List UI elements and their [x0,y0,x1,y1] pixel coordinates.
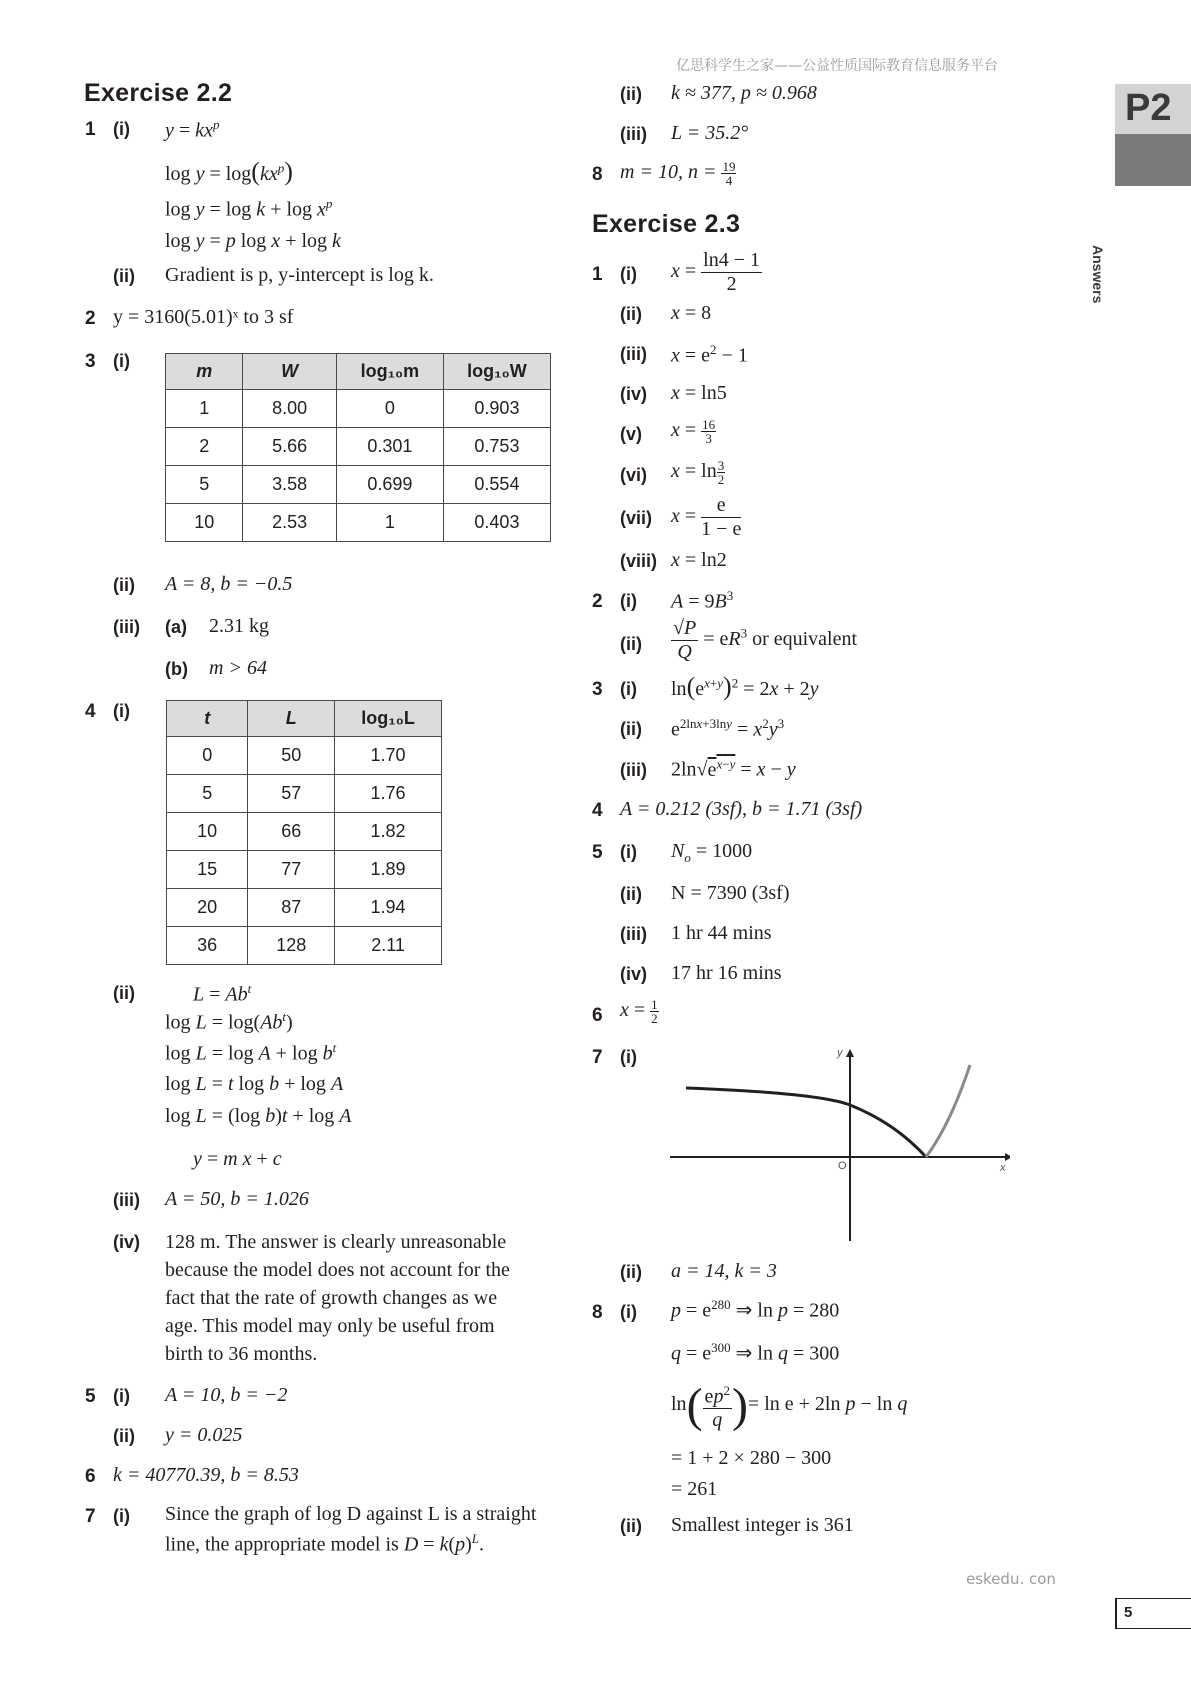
answer-text: Gradient is p, y-intercept is log k. [165,264,434,286]
watermark-text: 亿思科学生之家——公益性质国际教育信息服务平台 [676,58,998,74]
subpart-label: (b) [165,659,188,679]
table-header: L [248,701,335,737]
question-number: 2 [85,308,96,329]
table-cell: 2.53 [243,504,336,542]
question-number: 3 [85,351,96,372]
answer-equation: $\log L = \log A + \log b^t$ [165,1040,337,1065]
curve-reflected [926,1065,970,1157]
table-cell: 36 [167,927,248,965]
table-cell: 0.301 [336,428,443,466]
part-label: (iv) [113,1232,140,1252]
table-header: W [243,354,336,390]
part-label: (i) [113,1386,130,1406]
answer-text: y = 3160(5.01)ˣ to 3 sf [113,306,294,328]
answer-equation: ln( $\frac{ep^2}{q}$ )= ln e + 2ln p − ln q [671,1379,908,1432]
part-label: (ii) [620,719,642,739]
answer-equation: $\log L = \log(Ab^t)$ [165,1009,293,1034]
answer-equation: x = ln2 [671,549,727,571]
answer-equation: $x = e^2 - 1$ [671,342,748,367]
answer-text: 2.31 kg [209,615,269,637]
table-cell: 1.76 [335,775,442,813]
table-row [167,737,442,775]
answer-equation: $\frac{√P}{Q}$ = $eR^3$ or equivalent [673,617,858,663]
answer-equation: $\log y = \log k + \log x^p$ [165,196,333,221]
x-axis-label: x [1000,1162,1006,1174]
origin-label: O [838,1160,847,1172]
answer-text: = 1 + 2 × 280 − 300 [671,1447,832,1469]
x-axis-arrow [1005,1153,1010,1161]
answer-equation: $p = e^{280}$ ⇒ ln p = 280 [671,1297,840,1322]
answer-text: Smallest integer is 361 [671,1514,854,1536]
table-cell: 1.89 [335,851,442,889]
part-label: (i) [620,591,637,611]
answer-text: N = 7390 (3sf) [671,882,790,904]
part-label: (vii) [620,508,653,528]
table-cell: 1 [336,504,443,542]
question-number: 8 [592,1302,603,1323]
question-number: 5 [85,1386,96,1407]
footer-rule-vertical [1115,1598,1117,1628]
table-row [166,428,551,466]
fraction: $\frac{19}{4}$ [722,159,736,188]
subpart-label: (a) [165,617,187,637]
answer-text: A = 50, b = 1.026 [165,1188,309,1210]
table-header: m [166,354,243,390]
part-label: (iii) [620,924,647,944]
answer-equation: x = $\frac{16}{3}$ [671,417,716,446]
part-label: (iv) [620,384,647,404]
answer-equation: $A = 9B^3$ [671,588,734,613]
table-cell: 50 [248,737,335,775]
question-number: 2 [592,591,603,612]
answer-text: y = 0.025 [165,1424,243,1446]
question-number: 4 [85,701,96,722]
footer-rule [1115,1598,1191,1599]
table-cell: 15 [167,851,248,889]
y-axis-arrow [846,1049,854,1057]
section-tab-bar [1115,134,1191,186]
footer-rule-bottom [1115,1628,1191,1629]
answer-equation: log L = (log b)t + log A [165,1105,352,1127]
part-label: (ii) [620,84,642,104]
question-number: 4 [592,800,603,821]
answer-text: k = 40770.39, b = 8.53 [113,1464,299,1486]
table-row [166,504,551,542]
table-cell: 3.58 [243,466,336,504]
answer-text: A = 10, b = −2 [165,1384,288,1406]
question-number: 1 [592,264,603,285]
table-cell: 2 [166,428,243,466]
table-header: log₁₀W [443,354,550,390]
table-cell: 5 [167,775,248,813]
answer-equation: x = ln5 [671,382,727,404]
paragraph-line: age. This model may only be useful from [165,1315,495,1337]
part-label: (iii) [113,617,140,637]
table-row [166,390,551,428]
answer-text: or equivalent [752,628,858,651]
table-cell: 8.00 [243,390,336,428]
table-cell: 20 [167,889,248,927]
answer-equation: log L = t log b + log A [165,1073,344,1095]
answer-equation [620,160,736,187]
paragraph-line: fact that the rate of growth changes as we [165,1287,498,1309]
answer-text: = 261 [671,1478,718,1500]
table-cell: 0.554 [443,466,550,504]
answer-equation: $L = Ab^t$ [193,981,252,1006]
section-code: P2 [1125,87,1172,129]
table-cell: 0.753 [443,428,550,466]
answer-equation: $y = kx^p$ [165,117,220,142]
table-cell: 5 [166,466,243,504]
answer-equation: x = $\frac{e}{1 - e}$ [671,494,742,540]
section-label: Answers [1090,245,1106,304]
answer-equation: $2\ln√e^{x-y} = x - y$ [671,756,796,781]
part-label: (ii) [620,304,642,324]
table-row [167,927,442,965]
answer-equation: x = 8 [671,302,712,324]
answer-text: 1 hr 44 mins [671,922,772,944]
part-label: (iii) [620,344,647,364]
part-label: (i) [620,1047,637,1067]
part-label: (i) [113,119,130,139]
answer-paragraph [165,1229,565,1369]
answer-text: m = 10, n = [620,161,717,184]
table-header: t [167,701,248,737]
question-number: 3 [592,679,603,700]
part-label: (i) [113,351,130,371]
part-label: (ii) [620,1262,642,1282]
table-row [167,889,442,927]
table-cell: 1.82 [335,813,442,851]
data-table-q4 [166,700,442,965]
table-cell: 66 [248,813,335,851]
answer-text: k ≈ 377, p ≈ 0.968 [671,82,817,104]
table-cell: 0.903 [443,390,550,428]
question-number: 6 [592,1005,603,1026]
table-header: log₁₀m [336,354,443,390]
table-cell: 2.11 [335,927,442,965]
part-label: (v) [620,424,642,444]
table-cell: 0 [167,737,248,775]
table-cell: 57 [248,775,335,813]
part-label: (viii) [620,551,658,571]
answer-text: 17 hr 16 mins [671,962,782,984]
curve-decay [686,1088,926,1157]
sketch-graph [670,1045,1010,1241]
question-number: 1 [85,119,96,140]
table-cell: 87 [248,889,335,927]
table-cell: 5.66 [243,428,336,466]
answer-text: A = 8, b = −0.5 [165,573,293,595]
answer-text: L = 35.2° [671,122,749,144]
answer-text: a = 14, k = 3 [671,1260,777,1282]
part-label: (iii) [113,1190,140,1210]
table-cell: 1.70 [335,737,442,775]
answer-equation: x = ln $\frac{3}{2}$ [671,458,725,487]
part-label: (i) [113,1506,130,1526]
question-number: 5 [592,842,603,863]
paragraph-line: birth to 36 months. [165,1343,318,1365]
answer-equation: $q = e^{300}$ ⇒ ln q = 300 [671,1340,840,1365]
part-label: (ii) [620,1516,642,1536]
part-label: (i) [620,1302,637,1322]
part-label: (ii) [113,575,135,595]
table-cell: 10 [167,813,248,851]
answer-equation: log y = p log x + log k [165,230,341,252]
answer-text: Since the graph of log D against L is a straight [165,1503,537,1525]
part-label: (ii) [113,983,135,1003]
answer-text: m > 64 [209,657,267,679]
table-cell: 0 [336,390,443,428]
part-label: (vi) [620,465,647,485]
part-label: (iii) [620,760,647,780]
answer-equation: y = m x + c [193,1148,282,1170]
exercise-2-3-title: Exercise 2.3 [592,210,741,238]
table-cell: 77 [248,851,335,889]
answer-text: A = 0.212 (3sf), b = 1.71 (3sf) [620,798,863,820]
part-label: (ii) [113,266,135,286]
answer-equation: $e^{2lnx+3lny} = x^2y^3$ [671,716,785,741]
y-axis-label: y [837,1047,843,1059]
part-label: (iv) [620,964,647,984]
table-row [166,466,551,504]
table-row [167,775,442,813]
table-cell: 10 [166,504,243,542]
part-label: (i) [620,842,637,862]
answer-equation: x = $\frac{\ln 4 - 1}{2}$ [671,249,761,295]
question-number: 8 [592,164,603,185]
part-label: (i) [113,701,130,721]
table-row [167,851,442,889]
table-cell: 128 [248,927,335,965]
part-label: (ii) [620,634,642,654]
page-number: 5 [1124,1604,1133,1621]
answer-equation: x = $\frac{1}{2}$ [620,997,658,1026]
exercise-2-2-title: Exercise 2.2 [84,79,233,107]
table-header: log₁₀L [335,701,442,737]
section-tab [1115,84,1191,134]
question-number: 7 [592,1047,603,1068]
data-table-q3 [165,353,551,542]
question-number: 6 [85,1466,96,1487]
part-label: (ii) [113,1426,135,1446]
answer-equation: $\log y = \log(kx^p)$ [165,157,293,186]
paragraph-line: 128 m. The answer is clearly unreasonable [165,1231,507,1253]
part-label: (iii) [620,124,647,144]
answer-equation: $N_o = 1000$ [671,840,753,865]
paragraph-line: because the model does not account for the [165,1259,510,1281]
table-cell: 0.699 [336,466,443,504]
table-cell: 1 [166,390,243,428]
table-cell: 1.94 [335,889,442,927]
answer-equation: line, the appropriate model is $D = k(p)^L$. [165,1531,485,1556]
table-row [167,813,442,851]
footer-site: eskedu. con [966,1570,1056,1588]
answer-equation: $\ln(e^{x+y})^2 = 2x + 2y$ [671,672,819,701]
question-number: 7 [85,1506,96,1527]
part-label: (i) [620,679,637,699]
table-cell: 0.403 [443,504,550,542]
part-label: (i) [620,264,637,284]
part-label: (ii) [620,884,642,904]
answer-text: line, the appropriate model is [165,1533,399,1556]
